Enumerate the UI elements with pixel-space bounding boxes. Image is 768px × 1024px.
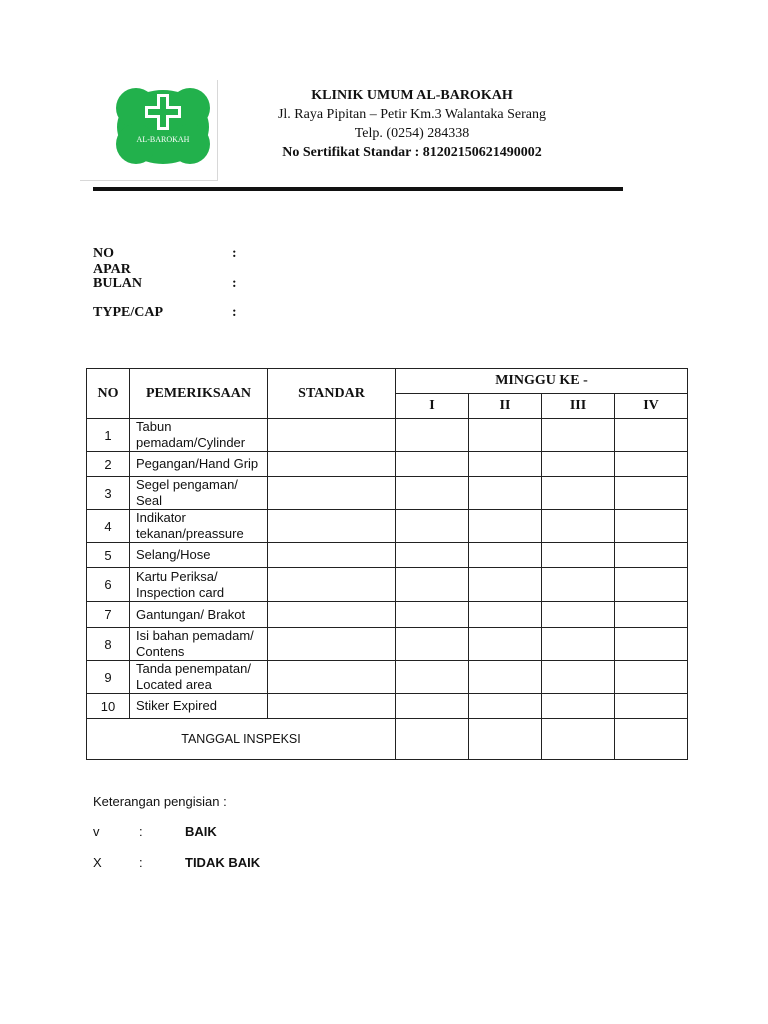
standar-cell[interactable]: [268, 477, 396, 510]
standar-cell[interactable]: [268, 510, 396, 543]
date-cell[interactable]: [396, 719, 469, 760]
table-row: [87, 628, 688, 661]
standar-cell[interactable]: [268, 568, 396, 602]
header-divider: [93, 187, 623, 191]
row-number: 5: [87, 543, 130, 568]
header-no: NO: [87, 369, 130, 419]
legend-symbol: v: [93, 824, 100, 839]
field-colon: :: [232, 275, 237, 291]
date-cell[interactable]: [469, 719, 542, 760]
date-cell[interactable]: [542, 719, 615, 760]
week-cell[interactable]: [396, 419, 469, 452]
legend-desc: TIDAK BAIK: [185, 855, 261, 870]
row-item: Selang/Hose: [130, 543, 268, 568]
legend-symbol: X: [93, 855, 102, 870]
certificate-number: No Sertifikat Standar : 81202150621490002: [282, 145, 542, 160]
week-cell[interactable]: [615, 628, 688, 661]
header-week-2: II: [469, 394, 542, 419]
legend-colon: :: [139, 855, 143, 870]
row-item: Stiker Expired: [130, 694, 268, 719]
row-item: Isi bahan pemadam/ Contens: [130, 628, 268, 661]
row-item: Kartu Periksa/ Inspection card: [130, 568, 268, 602]
week-cell[interactable]: [615, 477, 688, 510]
inspection-date-label: TANGGAL INSPEKSI: [87, 719, 396, 760]
field-label: TYPE/CAP: [93, 305, 163, 320]
standar-cell[interactable]: [268, 543, 396, 568]
week-cell[interactable]: [396, 661, 469, 694]
header-pemeriksaan: PEMERIKSAAN: [130, 369, 268, 419]
week-cell[interactable]: [615, 568, 688, 602]
row-item: Gantungan/ Brakot: [130, 602, 268, 628]
week-cell[interactable]: [542, 543, 615, 568]
row-number: 2: [87, 452, 130, 477]
standar-cell[interactable]: [268, 694, 396, 719]
legend-colon: :: [139, 824, 143, 839]
week-cell[interactable]: [469, 661, 542, 694]
week-cell[interactable]: [469, 452, 542, 477]
header-week-3: III: [542, 394, 615, 419]
week-cell[interactable]: [542, 477, 615, 510]
table-row: [87, 452, 688, 477]
row-number: 8: [87, 628, 130, 661]
week-cell[interactable]: [396, 452, 469, 477]
row-number: 9: [87, 661, 130, 694]
row-item: Tabun pemadam/Cylinder: [130, 419, 268, 452]
week-cell[interactable]: [396, 543, 469, 568]
week-cell[interactable]: [542, 452, 615, 477]
week-cell[interactable]: [542, 568, 615, 602]
field-colon: :: [232, 305, 237, 320]
row-number: 1: [87, 419, 130, 452]
clinic-logo-icon: [114, 86, 212, 168]
table-row: [87, 477, 688, 510]
table-row: [87, 568, 688, 602]
field-label: NO APAR: [93, 246, 131, 277]
row-number: 4: [87, 510, 130, 543]
clinic-address: Jl. Raya Pipitan – Petir Km.3 Walantaka Serang: [277, 107, 547, 122]
week-cell[interactable]: [469, 694, 542, 719]
header-week-1: I: [396, 394, 469, 419]
table-row: [87, 419, 688, 452]
row-number: 6: [87, 568, 130, 602]
row-item: Tanda penempatan/ Located area: [130, 661, 268, 694]
week-cell[interactable]: [542, 419, 615, 452]
week-cell[interactable]: [469, 510, 542, 543]
week-cell[interactable]: [469, 543, 542, 568]
week-cell[interactable]: [396, 694, 469, 719]
week-cell[interactable]: [615, 694, 688, 719]
table-row-footer: [87, 719, 688, 760]
week-cell[interactable]: [469, 477, 542, 510]
table-row: [87, 543, 688, 568]
header-minggu: MINGGU KE -: [396, 369, 688, 394]
week-cell[interactable]: [615, 661, 688, 694]
field-label: BULAN: [93, 275, 143, 291]
clinic-name: KLINIK UMUM AL-BAROKAH: [311, 88, 513, 103]
standar-cell[interactable]: [268, 452, 396, 477]
header-week-4: IV: [615, 394, 688, 419]
row-number: 7: [87, 602, 130, 628]
week-cell[interactable]: [469, 602, 542, 628]
week-cell[interactable]: [396, 602, 469, 628]
week-cell[interactable]: [615, 419, 688, 452]
week-cell[interactable]: [615, 510, 688, 543]
week-cell[interactable]: [469, 568, 542, 602]
week-cell[interactable]: [469, 419, 542, 452]
week-cell[interactable]: [615, 543, 688, 568]
week-cell[interactable]: [542, 661, 615, 694]
week-cell[interactable]: [615, 452, 688, 477]
table-row: [87, 510, 688, 543]
row-number: 3: [87, 477, 130, 510]
week-cell[interactable]: [542, 628, 615, 661]
week-cell[interactable]: [542, 694, 615, 719]
week-cell[interactable]: [542, 602, 615, 628]
header-standar: STANDAR: [268, 369, 396, 419]
row-number: 10: [87, 694, 130, 719]
week-cell[interactable]: [542, 510, 615, 543]
row-item: Indikator tekanan/preassure: [130, 510, 268, 543]
table-row: [87, 694, 688, 719]
field-colon: :: [232, 246, 237, 261]
row-item: Segel pengaman/ Seal: [130, 477, 268, 510]
logo-text: AL-BAROKAH: [136, 135, 190, 144]
legend-desc: BAIK: [185, 824, 217, 839]
inspection-table: [86, 368, 688, 760]
week-cell[interactable]: [396, 510, 469, 543]
week-cell[interactable]: [396, 628, 469, 661]
date-cell[interactable]: [615, 719, 688, 760]
standar-cell[interactable]: [268, 419, 396, 452]
week-cell[interactable]: [396, 477, 469, 510]
week-cell[interactable]: [396, 568, 469, 602]
week-cell[interactable]: [615, 602, 688, 628]
standar-cell[interactable]: [268, 602, 396, 628]
clinic-phone: Telp. (0254) 284338: [354, 126, 470, 141]
standar-cell[interactable]: [268, 628, 396, 661]
clinic-header: [262, 86, 562, 162]
standar-cell[interactable]: [268, 661, 396, 694]
row-item: Pegangan/Hand Grip: [130, 452, 268, 477]
table-row: [87, 602, 688, 628]
table-row: [87, 661, 688, 694]
week-cell[interactable]: [469, 628, 542, 661]
legend-title: Keterangan pengisian :: [93, 794, 227, 809]
clinic-logo: [80, 80, 218, 181]
